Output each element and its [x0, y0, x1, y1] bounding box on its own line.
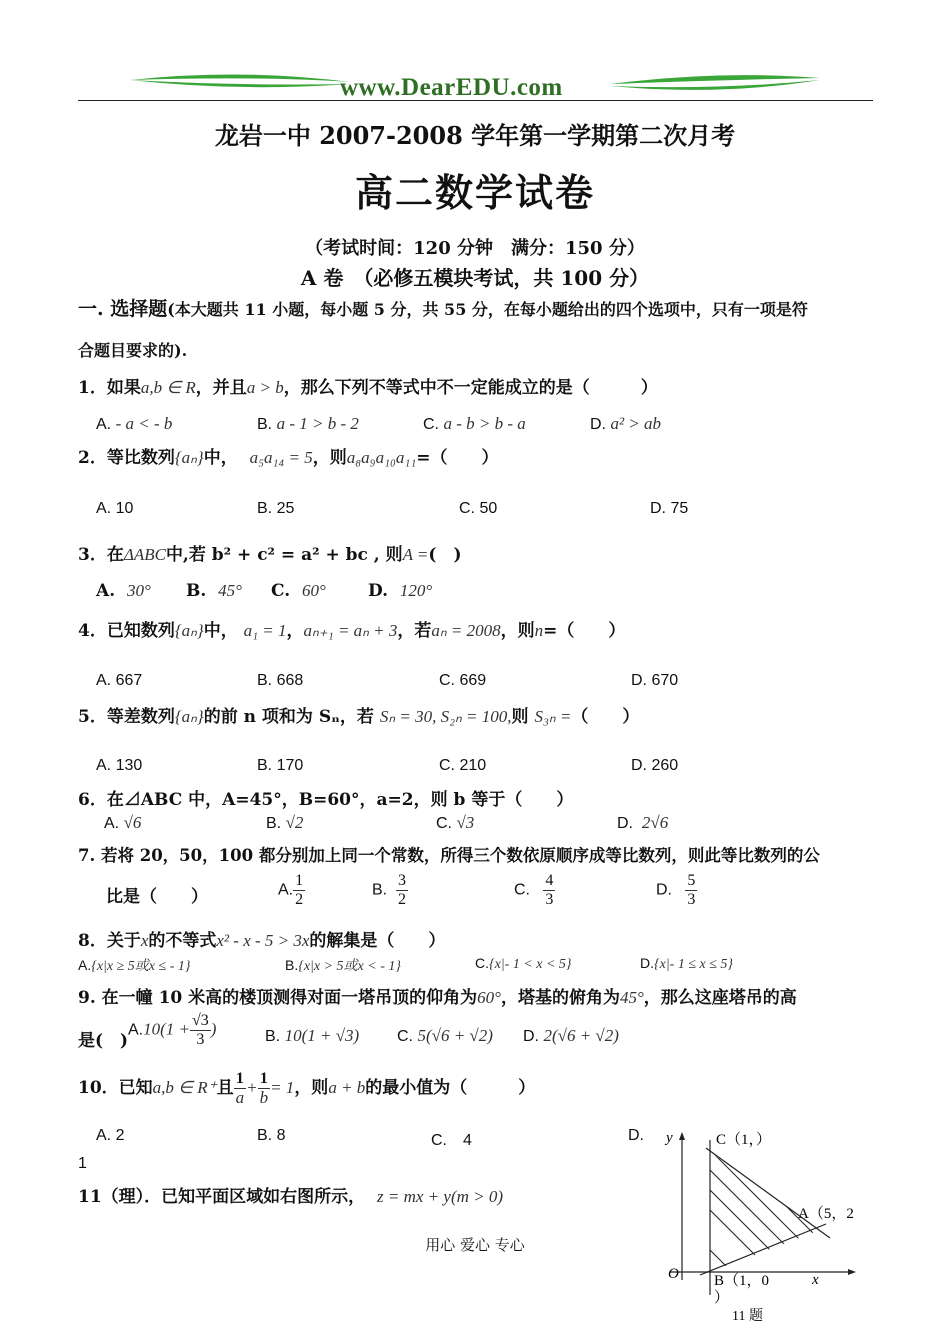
question-6: 6．在⊿ABC 中，A=45°，B=60°，a=2，则 b 等于（ ）: [78, 790, 574, 810]
q3-option-c[interactable]: [271, 581, 326, 601]
q2-math: a₅a₁₄ = 5: [249, 448, 313, 467]
q5-option-b[interactable]: B. 170: [257, 757, 304, 774]
option-label: B.: [186, 581, 207, 601]
option-math: ): [210, 1019, 217, 1039]
q2-math: a₈a₉a₁₀a₁₁: [346, 448, 417, 467]
site-logo-text: www.DearEDU.com: [340, 74, 563, 101]
q10-option-b[interactable]: B. 8: [257, 1127, 286, 1144]
q3-text: 中,若 b² + c² = a² + bc , 则: [165, 545, 403, 565]
q10-option-d-cont: 1: [78, 1155, 87, 1172]
q5-option-d[interactable]: D. 260: [631, 757, 679, 774]
q11-math: z = mx + y(m > 0): [377, 1187, 504, 1206]
q5-option-a[interactable]: A. 130: [96, 757, 143, 774]
denominator: 2: [295, 891, 304, 908]
x-axis-arrow: [848, 1269, 856, 1275]
q5-math: S₃ₙ =: [534, 707, 572, 726]
q4-text: 4．已知数列: [78, 621, 175, 641]
q4-text: 中，: [203, 621, 238, 641]
fraction: [234, 1070, 247, 1107]
option-label: C.: [423, 416, 439, 433]
q10-option-a[interactable]: A. 2: [96, 1127, 125, 1144]
q4-text: =（ ）: [543, 621, 626, 641]
hatch-line: [660, 1140, 860, 1325]
page-footer: 用心 爱心 专心: [425, 1236, 525, 1254]
option-math: a - b > b - a: [443, 414, 526, 433]
question-7-cont: 比是（ ）: [106, 887, 208, 907]
exam-subtitle: 龙岩一中 2007-2008 学年第一学期第二次月考: [214, 121, 736, 150]
section-desc-cont: 合题目要求的).: [78, 341, 188, 360]
q1-option-d[interactable]: [590, 414, 661, 434]
q8-option-b[interactable]: [285, 955, 401, 975]
point-c-label: C（1，）: [716, 1132, 772, 1148]
option-label: D.: [368, 581, 389, 601]
q6-option-b[interactable]: [266, 813, 303, 833]
option-math: {x|x ≥ 5或x ≤ - 1}: [91, 959, 191, 974]
q9-option-b[interactable]: [265, 1026, 359, 1046]
question-2: [78, 443, 498, 468]
q4-text: ，若: [397, 621, 432, 641]
fraction: [543, 872, 555, 909]
option-math: 2√6: [641, 813, 669, 832]
q5-text: 的前 n 项和为 Sₙ，若: [203, 707, 374, 727]
x-axis-label: x: [812, 1272, 819, 1288]
q7-option-a[interactable]: [278, 872, 305, 909]
option-label: D.: [656, 881, 672, 899]
option-label: D.: [523, 1028, 539, 1045]
q9-text: ，塔基的俯角为: [500, 988, 620, 1008]
option-label: B.: [285, 957, 299, 973]
q3-math: ΔABC: [123, 545, 166, 564]
fraction: [293, 872, 305, 909]
option-math: a - 1 > b - 2: [276, 414, 359, 433]
q6-option-d[interactable]: [617, 813, 668, 833]
q2-text: ，则: [312, 448, 347, 468]
q10-text: ，则: [294, 1078, 329, 1098]
option-label: C.: [514, 881, 530, 899]
q2-text: =（ ）: [416, 448, 499, 468]
fraction: [258, 1070, 271, 1107]
q9-option-a[interactable]: [128, 1012, 216, 1049]
q3-math: A =: [402, 545, 429, 564]
q5-text: 5．等差数列: [78, 707, 175, 727]
q4-math: aₙ = 2008: [431, 621, 501, 640]
option-math: √2: [285, 813, 304, 832]
q9-text: 9. 在一幢 10 米高的楼顶测得对面一塔吊顶的仰角为: [78, 988, 478, 1008]
q8-option-d[interactable]: [640, 955, 733, 973]
section-desc: (本大题共 11 小题，每小题 5 分，共 55 分，在每小题给出的四个选项中，只有一项是符: [167, 300, 808, 319]
option-math: {x|- 1 < x < 5}: [489, 957, 572, 972]
option-label: A.: [278, 881, 294, 899]
numerator: 3: [398, 872, 407, 889]
q1-text: ，并且: [195, 378, 247, 398]
q9-option-c[interactable]: [397, 1026, 493, 1046]
option-label: D.: [640, 955, 654, 971]
point-a-label: A（5，2: [798, 1206, 854, 1222]
q10-option-d[interactable]: D.: [628, 1127, 644, 1144]
q1-option-b[interactable]: [257, 414, 359, 434]
denominator: 3: [687, 891, 696, 908]
q9-math: 45°: [619, 988, 644, 1007]
denominator: a: [235, 1088, 245, 1107]
option-math: {x|x > 5或x < - 1}: [298, 959, 401, 974]
q5-text: （ ）: [571, 707, 640, 727]
q3-text: 3．在: [78, 545, 124, 565]
q2-text: 2．等比数列: [78, 448, 175, 468]
q2-text: 中，: [203, 448, 238, 468]
plus-sign: +: [246, 1078, 258, 1097]
q4-math: a₁ = 1: [243, 621, 287, 640]
q4-math: aₙ₊₁ = aₙ + 3: [303, 621, 398, 640]
q4-option-c[interactable]: C. 669: [439, 672, 487, 689]
q5-math: {aₙ}: [174, 707, 204, 726]
option-label: C.: [271, 581, 291, 601]
q8-text: 的不等式: [148, 931, 217, 951]
numerator: 1: [295, 872, 304, 889]
hatch-line: [660, 1200, 820, 1325]
q8-option-a[interactable]: [78, 955, 190, 975]
volume-heading: A 卷 （必修五模块考试，共 100 分）: [300, 266, 650, 290]
option-label: B.: [372, 881, 388, 899]
option-label: C.: [436, 815, 452, 832]
q4-option-d[interactable]: D. 670: [631, 672, 679, 689]
option-label: C.: [475, 955, 489, 971]
numerator: 5: [687, 872, 696, 889]
q2-math: {aₙ}: [174, 448, 204, 467]
option-label: A.: [96, 581, 116, 601]
option-label: B.: [257, 416, 273, 433]
option-math: 10(1 + √3): [284, 1026, 360, 1045]
option-math: 5(√6 + √2): [417, 1026, 493, 1045]
q4-option-a[interactable]: A. 667: [96, 672, 143, 689]
q10-math: = 1: [270, 1078, 295, 1097]
option-math: - a < - b: [115, 414, 173, 433]
q3-option-b[interactable]: [186, 581, 242, 601]
exam-info: （考试时间：120 分钟 满分：150 分）: [305, 238, 645, 259]
numerator: 1: [234, 1070, 247, 1089]
denominator: 3: [545, 891, 554, 908]
option-math: 30°: [126, 581, 151, 600]
q8-math: x² - x - 5 > 3x: [216, 931, 310, 950]
option-math: 120°: [399, 581, 433, 600]
q5-option-c[interactable]: C. 210: [439, 757, 487, 774]
q1-text: ，那么下列不等式中不一定能成立的是（ ）: [283, 378, 658, 398]
question-7: 7. 若将 20，50，100 都分别加上同一个常数，所得三个数依原顺序成等比数列，则此等比数列的公: [78, 846, 820, 865]
q1-text: 1．如果: [78, 378, 141, 398]
q6-option-c[interactable]: [436, 813, 474, 833]
option-label: D.: [617, 815, 633, 832]
q10-option-c[interactable]: C. 4: [431, 1132, 472, 1149]
origin-label: O: [668, 1266, 679, 1282]
question-4: [78, 616, 625, 641]
q8-math: x: [140, 931, 149, 950]
q10-text: 的最小值为（ ）: [365, 1078, 536, 1098]
q9-option-d[interactable]: [523, 1026, 619, 1046]
q2-option-d[interactable]: D. 75: [650, 500, 689, 517]
y-axis-arrow: [679, 1132, 685, 1140]
q1-math: a,b ∈ R: [140, 378, 196, 397]
section-heading: [78, 294, 808, 321]
option-label: A.: [128, 1021, 144, 1039]
option-label: A.: [78, 957, 92, 973]
q6-option-a[interactable]: [104, 813, 141, 833]
numerator: 1: [258, 1070, 271, 1089]
question-8: [78, 926, 445, 951]
q4-option-b[interactable]: B. 668: [257, 672, 304, 689]
q4-math: n: [534, 621, 544, 640]
option-math: 2(√6 + √2): [543, 1026, 619, 1045]
question-5: [78, 702, 639, 727]
q1-math: a > b: [246, 378, 284, 397]
option-math: 45°: [218, 581, 242, 600]
fraction: [190, 1012, 211, 1049]
option-math: {x|- 1 ≤ x ≤ 5}: [654, 957, 734, 972]
page-title: 高二数学试卷: [354, 170, 595, 215]
q9-text: ，那么这座塔吊的高: [643, 988, 797, 1008]
q3-text: ( ): [428, 545, 462, 565]
q9-math: 60°: [477, 988, 501, 1007]
option-math: 10(1 +: [143, 1019, 191, 1039]
q4-text: ，则: [500, 621, 535, 641]
option-math: a² > ab: [610, 414, 662, 433]
q11-text: 11（理）．已知平面区域如右图所示，: [78, 1187, 366, 1207]
q10-text: 且: [216, 1078, 234, 1098]
q8-text: 的解集是（ ）: [309, 931, 446, 951]
q1-option-a[interactable]: [96, 414, 172, 434]
denominator: 3: [196, 1031, 205, 1048]
option-label: B.: [266, 815, 282, 832]
q3-option-a[interactable]: [96, 581, 151, 601]
denominator: b: [259, 1088, 269, 1107]
q10-text: 10．已知: [78, 1078, 153, 1098]
option-math: 60°: [302, 581, 326, 600]
option-label: D.: [590, 416, 606, 433]
numerator: 4: [545, 872, 554, 889]
q7-option-b[interactable]: [372, 872, 408, 909]
question-1: [78, 373, 658, 398]
q10-math: a + b: [328, 1078, 366, 1097]
fraction: [685, 872, 697, 909]
question-9: [78, 983, 797, 1008]
q5-math: Sₙ = 30, S₂ₙ = 100,: [379, 707, 512, 726]
question-10: [78, 1070, 535, 1107]
option-label: A.: [96, 416, 112, 433]
q4-math: {aₙ}: [174, 621, 204, 640]
q2-option-c[interactable]: C. 50: [459, 500, 498, 517]
option-label: C.: [397, 1028, 413, 1045]
option-math: √3: [456, 813, 475, 832]
question-3: [78, 540, 462, 565]
point-b-label-cont: ）: [714, 1290, 730, 1306]
section-title: 一. 选择题: [78, 298, 168, 320]
question-11: [78, 1182, 503, 1207]
q2-option-a[interactable]: A. 10: [96, 500, 134, 517]
numerator: √3: [192, 1012, 209, 1029]
q10-math: a,b ∈ R⁺: [152, 1078, 217, 1097]
q2-option-b[interactable]: B. 25: [257, 500, 295, 517]
q4-text: ，: [286, 621, 304, 641]
q7-option-d[interactable]: [656, 872, 697, 909]
fraction: [396, 872, 408, 909]
header-rule: [78, 100, 873, 101]
option-label: B.: [265, 1028, 281, 1045]
question-9-cont: 是( ): [78, 1031, 129, 1051]
q8-text: 8．关于: [78, 931, 141, 951]
q3-option-d[interactable]: [368, 581, 432, 601]
option-math: √6: [123, 813, 142, 832]
denominator: 2: [398, 891, 407, 908]
q1-option-c[interactable]: [423, 414, 526, 434]
q7-option-c[interactable]: [514, 872, 555, 909]
point-b-label: B（1，0: [714, 1273, 770, 1289]
y-axis-label: y: [666, 1130, 673, 1146]
q5-text: 则: [511, 707, 529, 727]
q8-option-c[interactable]: [475, 955, 572, 973]
region-graph: [660, 1120, 870, 1325]
option-label: A.: [104, 815, 120, 832]
graph-caption: 11 题: [732, 1309, 763, 1324]
